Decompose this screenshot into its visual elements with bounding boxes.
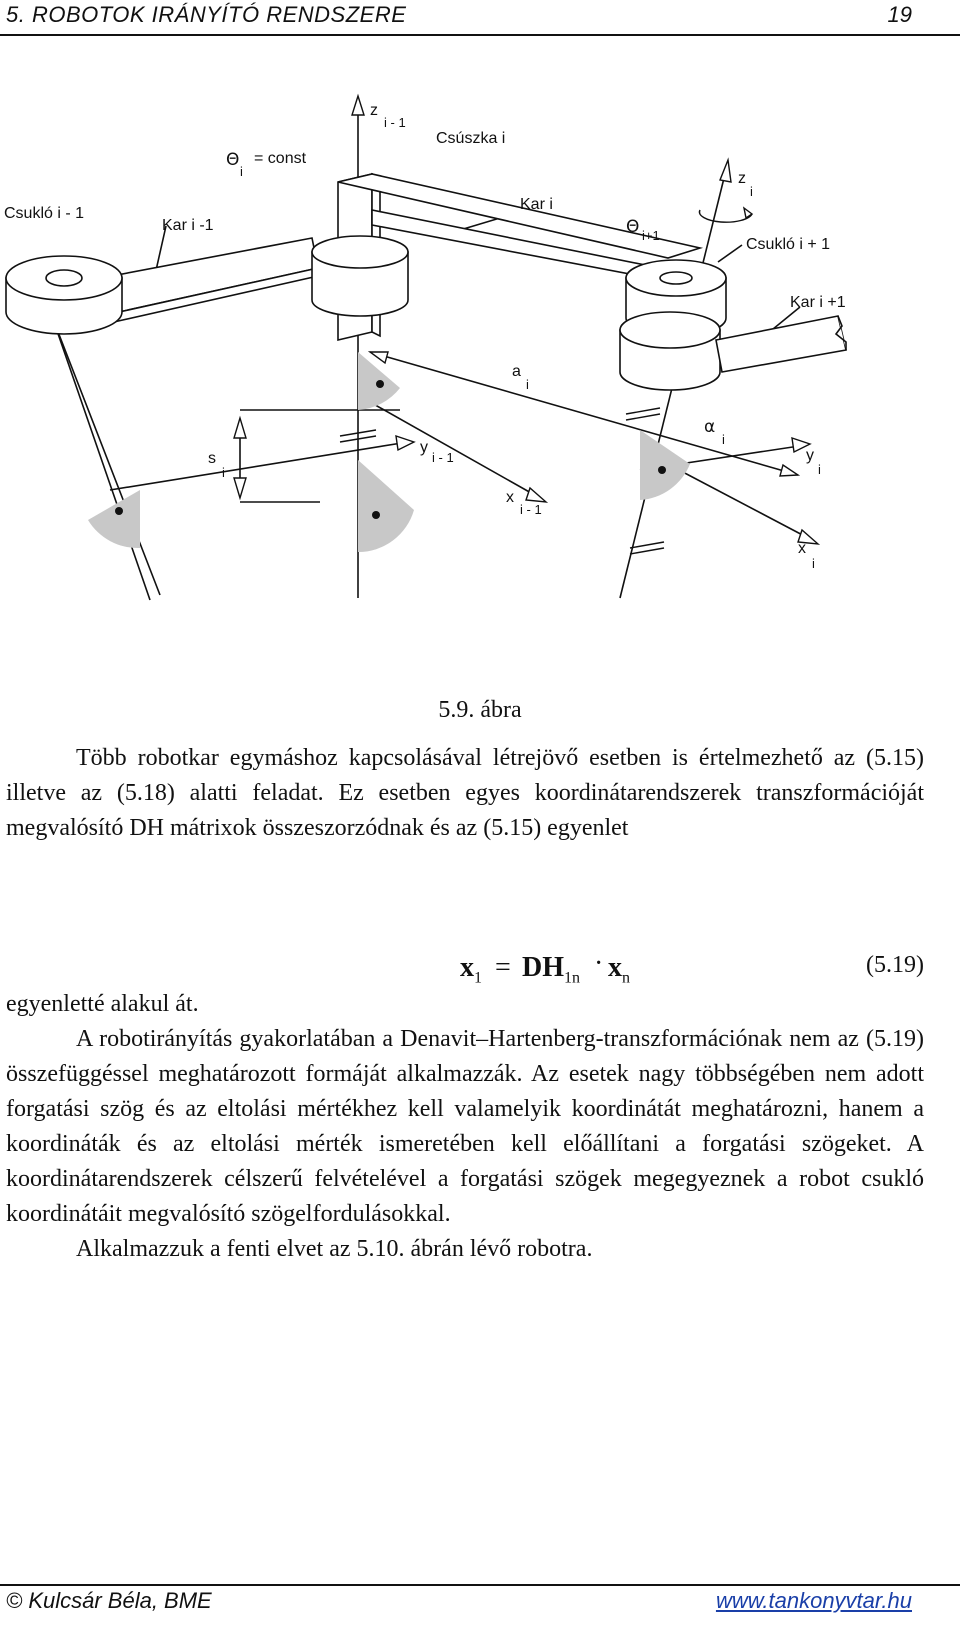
label-x-i: x (798, 540, 806, 557)
angle-dot-1 (376, 380, 384, 388)
label-x-i-sub: i (812, 556, 815, 571)
arrow-a-i-right (780, 465, 798, 476)
joint-i (312, 236, 408, 316)
label-theta-const: = const (254, 150, 307, 167)
equation-rhs: $x_n$ (608, 952, 630, 987)
footer-website-link[interactable]: www.tankonyvtar.hu (715, 1588, 912, 1613)
label-csuszka-i: Csúszka i (436, 130, 506, 147)
hatch-2a (626, 408, 660, 414)
equation-dot: · (594, 948, 604, 979)
label-y-i: y (806, 447, 814, 464)
link-i-plus-1 (716, 316, 846, 372)
label-a-i: a (512, 363, 521, 380)
figure-caption: 5.9. ábra (438, 697, 522, 723)
label-z-i-minus-1: z (370, 102, 378, 119)
axis-x-i-minus-1 (370, 402, 540, 498)
hatch-2b (626, 414, 660, 420)
label-z-i-sub: i (750, 184, 753, 199)
equation-number: (5.19) (866, 952, 924, 978)
label-kar-i-plus-1: Kar i +1 (790, 294, 846, 311)
angle-dot-4 (658, 466, 666, 474)
arrow-y-i-minus-1 (396, 436, 414, 450)
label-kar-i-minus-1: Kar i -1 (162, 217, 214, 234)
arrow-z-i (720, 160, 731, 182)
label-s-i: s (208, 450, 216, 467)
equation-lhs: $x_1$ (460, 952, 482, 987)
arrow-z-i-minus-1 (352, 96, 364, 115)
hatch-3a (630, 542, 664, 548)
label-theta-i-sub: i (240, 164, 243, 179)
page-header (0, 0, 960, 38)
paragraph-block-1 (6, 741, 924, 846)
label-y-i-minus-1: y (420, 439, 428, 456)
paragraph-1: Több robotkar egymáshoz kapcsolásával létrejövő esetben is értelmezhető az (5.15) illetve az (5.18) alatti feladat. Ez esetben egyes koordinátarendszerek transzformációját megvalósító DH mátrixok összeszorzódnak és az (5.15) egyenlet (6, 745, 924, 841)
page-footer (0, 1588, 960, 1618)
joint-i-plus-1-lower (620, 312, 720, 390)
label-z-i-minus-1-sub: i - 1 (384, 115, 406, 130)
footer-copyright: © Kulcsár Béla, BME (6, 1588, 212, 1613)
label-s-i-sub: i (222, 465, 225, 480)
label-z-i: z (738, 170, 746, 187)
hatch-3b (630, 548, 664, 554)
arrow-s-i-bottom (234, 478, 246, 498)
label-y-i-minus-1-sub: i - 1 (432, 450, 454, 465)
arrow-s-i-top (234, 418, 246, 438)
label-alpha-i-sub: i (722, 432, 725, 447)
angle-quadrant-left (88, 490, 140, 548)
label-x-i-minus-1: x (506, 489, 514, 506)
chapter-title: 5. ROBOTOK IRÁNYÍTÓ RENDSZERE (6, 2, 407, 27)
label-theta-i-plus-1-sub: i+1 (642, 228, 660, 243)
paragraph-3: A robotirányítás gyakorlatában a Denavit–Hartenberg-transzformációnak nem az (5.19) összefüggéssel meghatározott formáját alkalmazzák. Az esetek nagy többségében nem adott forgatási szög és az eltolási mértékhez kell valamelyik koordinátát meghatározni, hanem a koordináták és az eltolási mérték ismeretében kell előállítani a forgatási szögeket. A koordinátarendszerek célszerű felvételével a forgatási szögek megegyeznek a robot csukló koordinátáit megvalósító szögelfordulásokkal. (6, 1026, 924, 1227)
label-csuklo-i-plus-1: Csukló i + 1 (746, 236, 831, 253)
label-alpha-i: α (704, 417, 716, 437)
header-rule (0, 34, 960, 36)
joint-i-minus-1 (6, 256, 122, 334)
paragraph-4: Alkalmazzuk a fenti elvet az 5.10. ábrán lévő robotra. (76, 1236, 593, 1262)
angle-dot-3 (372, 511, 380, 519)
arrow-a-i-left (370, 352, 388, 363)
footer-rule (0, 1584, 960, 1586)
equation-dh-matrix: $DH_{1n}$ (522, 952, 580, 987)
label-y-i-sub: i (818, 462, 821, 477)
page-number: 19 (887, 2, 912, 27)
label-theta-i-plus-1: Θ (626, 217, 640, 237)
label-x-i-minus-1-sub: i - 1 (520, 502, 542, 517)
angle-quadrant-right (640, 430, 690, 500)
angle-dot-2 (115, 507, 123, 515)
angle-quadrant-middle (358, 460, 414, 552)
label-a-i-sub: i (526, 377, 529, 392)
label-kar-i: Kar i (520, 196, 553, 213)
paragraph-2: egyenletté alakul át. (6, 991, 199, 1017)
equation-equals: = (495, 952, 511, 983)
robot-arm-figure (0, 80, 960, 620)
paragraph-block-2 (6, 987, 924, 1267)
csuklo-i-plus-1-leader (718, 245, 742, 262)
arrow-x-i-minus-1 (526, 488, 546, 502)
equation-5-19 (0, 948, 960, 992)
label-csuklo-i-minus-1: Csukló i - 1 (4, 205, 85, 222)
label-theta-i: Θ (226, 150, 240, 170)
